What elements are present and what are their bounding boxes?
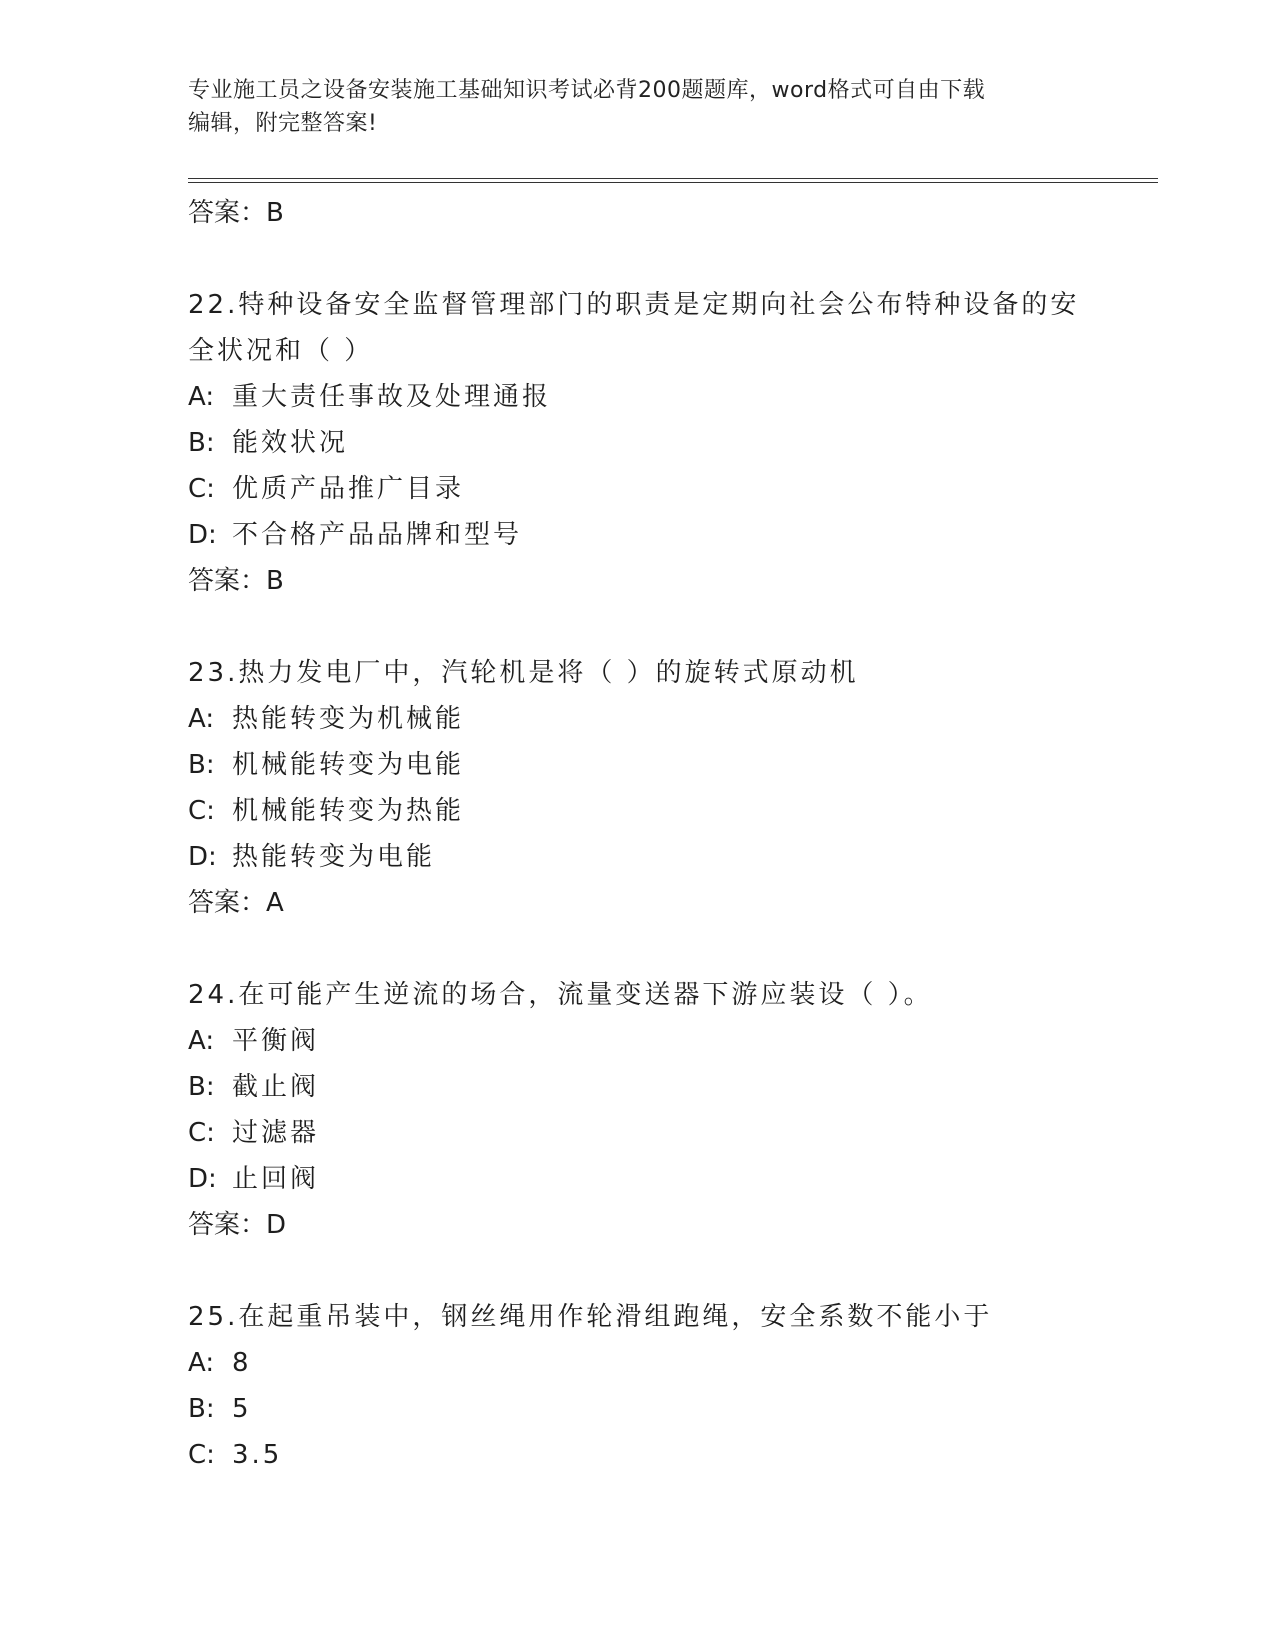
option-key: A: bbox=[188, 382, 215, 412]
question-title: 23.热力发电厂中，汽轮机是将（ ）的旋转式原动机 bbox=[188, 658, 859, 688]
option-text: 机械能转变为电能 bbox=[232, 750, 465, 780]
question-title: 24.在可能产生逆流的场合，流量变送器下游应装设（ ）。 bbox=[188, 980, 933, 1010]
option-text: 止回阀 bbox=[232, 1164, 320, 1194]
header-line-2: 编辑，附完整答案! bbox=[188, 111, 378, 136]
option-d bbox=[188, 834, 1088, 880]
option-key: B: bbox=[188, 428, 215, 458]
header-line-1: 专业施工员之设备安装施工基础知识考试必背200题题库，word格式可自由下载 bbox=[188, 78, 986, 103]
option-key: C: bbox=[188, 1118, 215, 1148]
question-24 bbox=[188, 972, 1088, 1294]
option-key: A: bbox=[188, 1026, 215, 1056]
answer-label: 答案：D bbox=[188, 1210, 287, 1240]
question-title-continued: 全状况和（ ） bbox=[188, 336, 374, 366]
option-text: 过滤器 bbox=[232, 1118, 320, 1148]
option-c bbox=[188, 1432, 1088, 1478]
option-key: C: bbox=[188, 1440, 215, 1470]
option-text: 5 bbox=[232, 1394, 252, 1424]
option-c bbox=[188, 1110, 1088, 1156]
option-text: 平衡阀 bbox=[232, 1026, 320, 1056]
option-text: 能效状况 bbox=[232, 428, 349, 458]
question-list bbox=[188, 190, 1088, 1478]
option-key: C: bbox=[188, 474, 215, 504]
option-key: B: bbox=[188, 750, 215, 780]
option-key: A: bbox=[188, 704, 215, 734]
option-b bbox=[188, 1386, 1088, 1432]
option-a bbox=[188, 1340, 1088, 1386]
option-key: D: bbox=[188, 842, 217, 872]
option-d bbox=[188, 1156, 1088, 1202]
spacer bbox=[188, 926, 1088, 972]
question-title: 25.在起重吊装中，钢丝绳用作轮滑组跑绳，安全系数不能小于 bbox=[188, 1302, 993, 1332]
option-key: B: bbox=[188, 1072, 215, 1102]
option-text: 热能转变为电能 bbox=[232, 842, 436, 872]
option-a bbox=[188, 374, 1088, 420]
spacer bbox=[188, 604, 1088, 650]
question-25 bbox=[188, 1294, 1088, 1478]
option-text: 不合格产品品牌和型号 bbox=[232, 520, 523, 550]
header-divider-bottom bbox=[188, 182, 1158, 183]
page-header bbox=[188, 74, 1088, 140]
answer-label: 答案：A bbox=[188, 888, 284, 918]
spacer bbox=[188, 1248, 1088, 1294]
spacer bbox=[188, 236, 1088, 282]
option-text: 机械能转变为热能 bbox=[232, 796, 465, 826]
option-a bbox=[188, 696, 1088, 742]
answer-label: 答案：B bbox=[188, 198, 284, 228]
answer-label: 答案：B bbox=[188, 566, 284, 596]
option-key: D: bbox=[188, 520, 217, 550]
option-key: B: bbox=[188, 1394, 215, 1424]
question-title: 22.特种设备安全监督管理部门的职责是定期向社会公布特种设备的安 bbox=[188, 290, 1080, 320]
option-b bbox=[188, 742, 1088, 788]
option-text: 优质产品推广目录 bbox=[232, 474, 465, 504]
option-key: A: bbox=[188, 1348, 215, 1378]
option-text: 热能转变为机械能 bbox=[232, 704, 465, 734]
question-22 bbox=[188, 282, 1088, 650]
option-d bbox=[188, 512, 1088, 558]
header-divider-top bbox=[188, 178, 1158, 179]
option-text: 重大责任事故及处理通报 bbox=[232, 382, 552, 412]
option-key: D: bbox=[188, 1164, 217, 1194]
option-text: 截止阀 bbox=[232, 1072, 320, 1102]
option-key: C: bbox=[188, 796, 215, 826]
option-c bbox=[188, 466, 1088, 512]
option-text: 8 bbox=[232, 1348, 252, 1378]
option-text: 3.5 bbox=[232, 1440, 283, 1470]
option-c bbox=[188, 788, 1088, 834]
option-b bbox=[188, 1064, 1088, 1110]
question-23 bbox=[188, 650, 1088, 972]
option-a bbox=[188, 1018, 1088, 1064]
option-b bbox=[188, 420, 1088, 466]
